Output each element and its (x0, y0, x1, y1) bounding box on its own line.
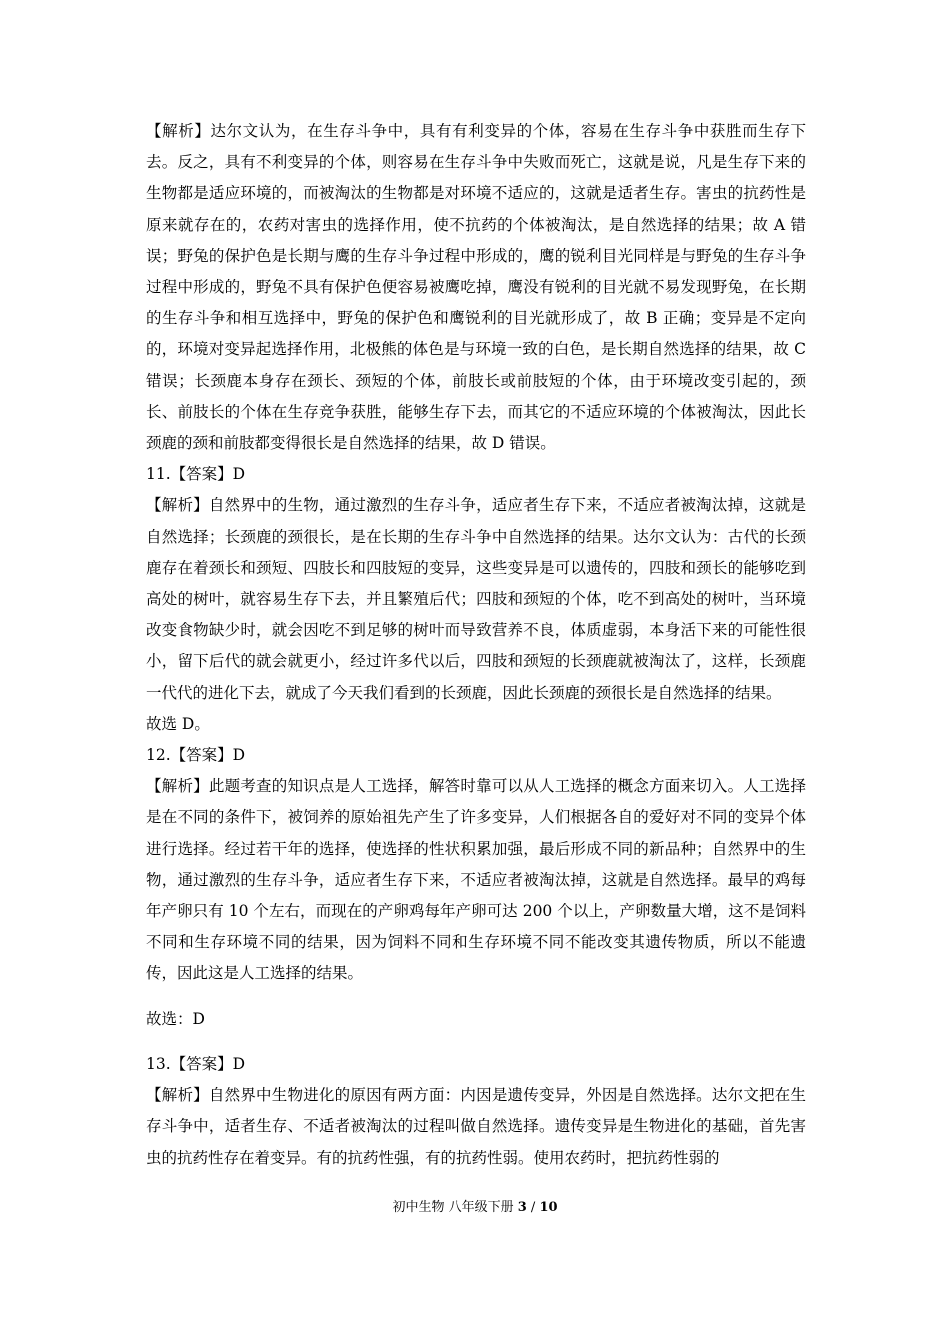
document-body (146, 116, 806, 1174)
q13-analysis: 【解析】自然界中生物进化的原因有两方面：内因是遗传变异，外因是自然选择。达尔文把在生存斗争中，适者生存、不适者被淘汰的过程叫做自然选择。遗传变异是生物进化的基础，首先害虫的抗药性存在着变异。有的抗药性强，有的抗药性弱。使用农药时，把抗药性弱的 (146, 1086, 806, 1167)
spacer (146, 1035, 806, 1049)
q12-choice: 故选：D (146, 1009, 205, 1028)
spacer (146, 990, 806, 1004)
footer-page-number: 3 (517, 1200, 527, 1215)
q10-analysis: 【解析】达尔文认为，在生存斗争中，具有有利变异的个体，容易在生存斗争中获胜而生存下去。反之，具有不利变异的个体，则容易在生存斗争中失败而死亡，这就是说，凡是生存下来的生物都是适应环境的，而被淘汰的生物都是对环境不适应的，这就是适者生存。害虫的抗药性是原来就存在的，农药对害虫的选择作用，使不抗药的个体被淘汰，是自然选择的结果；故 A 错误；野兔的保护色是长期与鹰的生存斗争过程中形成的，鹰的锐利目光同样是与野兔的生存斗争过程中形成的，野兔不具有保护色便容易被鹰吃掉，鹰没有锐利的目光就不易发现野兔，在长期的生存斗争和相互选择中，野兔的保护色和鹰锐利的目光就形成了，故 B 正确；变异是不定向的，环境对变异起选择作用，北极熊的体色是与环境一致的白色，是长期自然选择的结果，故 C 错误；长颈鹿本身存在颈长、颈短的个体，前肢长或前肢短的个体，由于环境改变引起的，颈长、前肢长的个体在生存竞争获胜，能够生存下去，而其它的不适应环境的个体被淘汰，因此长颈鹿的颈和前肢都变得很长是自然选择的结果，故 D 错误。 (146, 122, 806, 453)
page-footer (0, 1198, 950, 1218)
footer-separator: / (530, 1200, 536, 1215)
footer-subject: 初中生物 八年级下册 (392, 1200, 514, 1215)
q11-choice: 故选 D。 (146, 714, 210, 733)
q12-answer: 12.【答案】D (146, 746, 246, 765)
q11-analysis: 【解析】自然界中的生物，通过激烈的生存斗争，适应者生存下来，不适应者被淘汰掉，这就是自然选择；长颈鹿的颈很长，是在长期的生存斗争中自然选择的结果。达尔文认为：古代的长颈鹿存在着颈长和颈短、四肢长和四肢短的变异，这些变异是可以遗传的，四肢和颈长的能够吃到高处的树叶，就容易生存下去，并且繁殖后代；四肢和颈短的个体，吃不到高处的树叶，当环境改变食物缺少时，就会因吃不到足够的树叶而导致营养不良，体质虚弱，本身活下来的可能性很小，留下后代的就会就更小，经过许多代以后，四肢和颈短的长颈鹿就被淘汰了，这样，长颈鹿一代代的进化下去，就成了今天我们看到的长颈鹿，因此长颈鹿的颈很长是自然选择的结果。 (146, 496, 806, 702)
footer-page-total: 10 (539, 1200, 558, 1215)
q12-analysis: 【解析】此题考查的知识点是人工选择，解答时靠可以从人工选择的概念方面来切入。人工选择是在不同的条件下，被饲养的原始祖先产生了许多变异，人们根据各自的爱好对不同的变异个体进行选择。经过若干年的选择，使选择的性状积累加强，最后形成不同的新品种；自然界中的生物，通过激烈的生存斗争，适应者生存下来，不适应者被淘汰掉，这就是自然选择。最早的鸡每年产卵只有 10 个左右，而现在的产卵鸡每年产卵可达 200 个以上，产卵数量大增，这不是饲料不同和生存环境不同的结果，因为饲料不同和生存环境不同不能改变其遗传物质，所以不能遗传，因此这是人工选择的结果。 (146, 777, 806, 983)
q13-answer: 13.【答案】D (146, 1054, 246, 1073)
q11-answer: 11.【答案】D (146, 465, 246, 484)
